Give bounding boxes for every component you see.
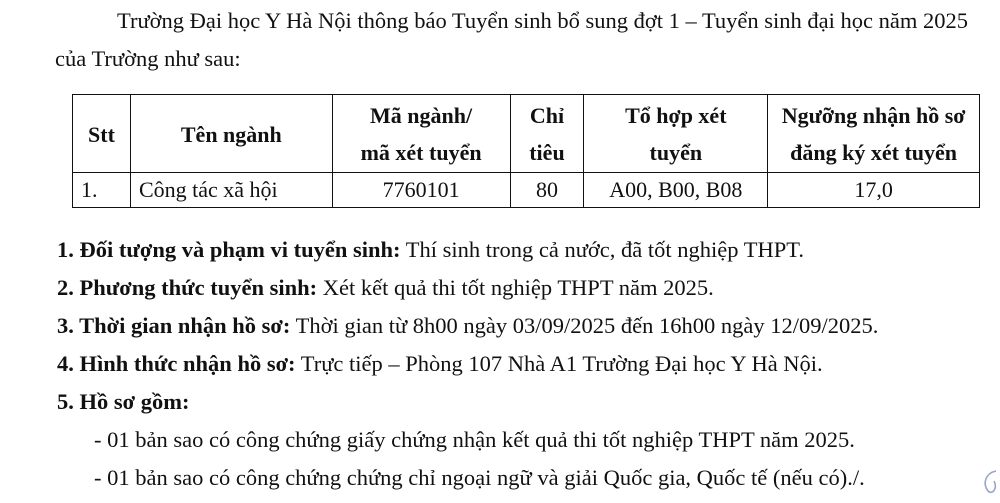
header-code: Mã ngành/ mã xét tuyển <box>332 95 510 173</box>
item-label: 5. Hồ sơ gồm: <box>57 389 190 414</box>
header-stt: Stt <box>73 95 131 173</box>
header-name: Tên ngành <box>130 95 332 173</box>
item-text: Thí sinh trong cả nước, đã tốt nghiệp THPT. <box>400 237 804 262</box>
document-requirement: - 01 bản sao có công chứng chứng chỉ ngoại ngữ và giải Quốc gia, Quốc tế (nếu có)./. <box>94 465 865 490</box>
item-text: Xét kết quả thi tốt nghiệp THPT năm 2025. <box>317 275 714 300</box>
list-item <box>57 383 992 421</box>
header-quota: Chỉ tiêu <box>510 95 584 173</box>
document-requirement: - 01 bản sao có công chứng giấy chứng nhận kết quả thi tốt nghiệp THPT năm 2025. <box>94 427 855 452</box>
header-combo: Tổ hợp xét tuyển <box>584 95 768 173</box>
cell-code: 7760101 <box>332 173 510 208</box>
cell-quota: 80 <box>510 173 584 208</box>
item-label: 2. Phương thức tuyển sinh: <box>57 275 318 300</box>
signature-scribble <box>978 467 1000 499</box>
item-text: Thời gian từ 8h00 ngày 03/09/2025 đến 16h00 ngày 12/09/2025. <box>290 313 879 338</box>
list-item <box>57 269 992 307</box>
list-item <box>57 307 992 345</box>
item-label: 1. Đối tượng và phạm vi tuyển sinh: <box>57 237 401 262</box>
cell-threshold: 17,0 <box>768 173 980 208</box>
table-row <box>73 173 980 208</box>
cell-stt: 1. <box>73 173 131 208</box>
item-text: Trực tiếp – Phòng 107 Nhà A1 Trường Đại học Y Hà Nội. <box>295 351 823 376</box>
intro-paragraph: Trường Đại học Y Hà Nội thông báo Tuyển sinh bổ sung đợt 1 – Tuyển sinh đại học năm 2025 của Trường như sau: <box>55 8 969 71</box>
table-header-row <box>73 95 980 173</box>
list-item <box>57 231 992 269</box>
header-threshold: Ngưỡng nhận hồ sơ đăng ký xét tuyển <box>768 95 980 173</box>
cell-combo: A00, B00, B08 <box>584 173 768 208</box>
item-label: 3. Thời gian nhận hồ sơ: <box>57 313 291 338</box>
cell-name: Công tác xã hội <box>130 173 332 208</box>
item-label: 4. Hình thức nhận hồ sơ: <box>57 351 296 376</box>
list-item <box>57 345 992 383</box>
info-list <box>57 231 992 497</box>
admission-table <box>72 94 980 208</box>
